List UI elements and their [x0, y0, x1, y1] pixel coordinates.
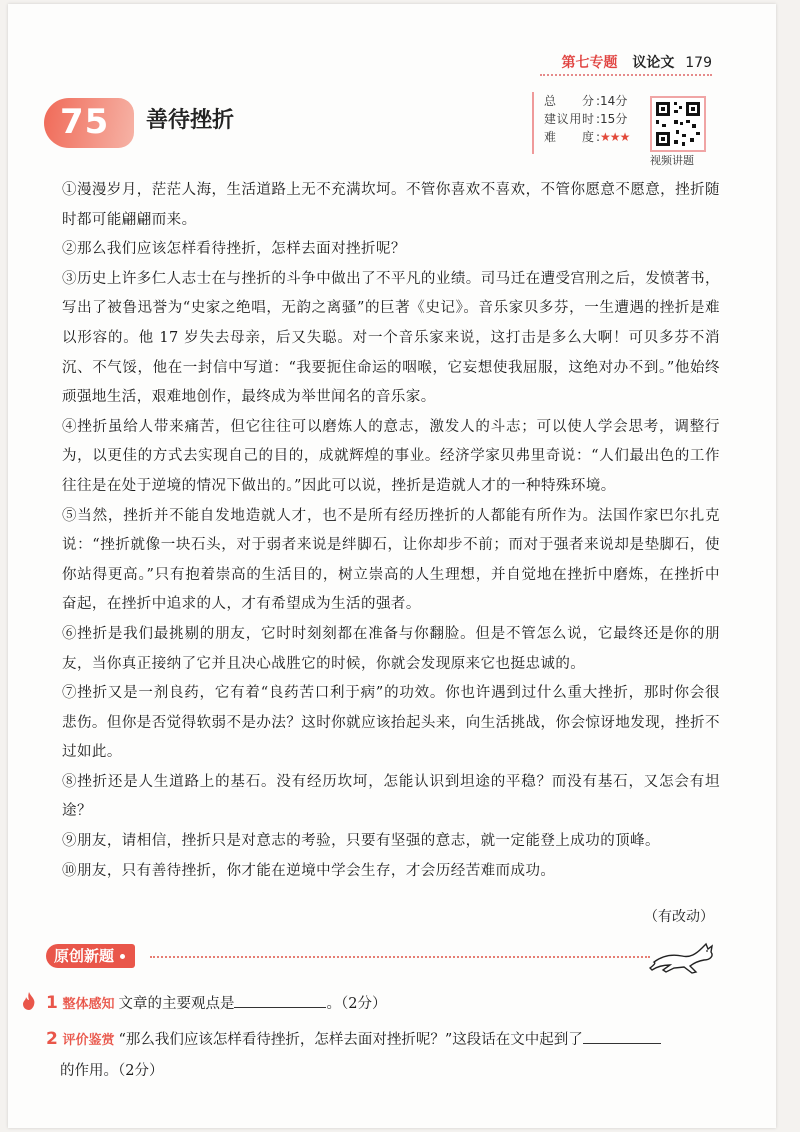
time-label: 建议用时: [544, 112, 594, 126]
paragraph-7: ⑦挫折又是一剂良药，它有着“良药苦口利于病”的功效。你也许遇到过什么重大挫折，那时你会很悲伤。但你是否觉得软弱不是办法？这时你就应该抬起头来，向生活挑战，你会惊讶地发现，挫折不过如此。: [62, 685, 720, 761]
question-2-text: “那么我们应该怎样看待挫折，怎样去面对挫折呢？”这段话在文中起到了: [118, 1032, 583, 1048]
header-divider: [540, 74, 712, 76]
paragraph-9: ⑨朋友，请相信，挫折只是对意志的考验，只要有坚强的意志，就一定能登上成功的顶峰。: [62, 833, 660, 850]
paragraph-10: ⑩朋友，只有善待挫折，你才能在逆境中学会生存，才会历经苦难而成功。: [62, 862, 556, 879]
topic-label: 第七专题: [561, 55, 618, 71]
exercise-info: [532, 92, 646, 154]
lesson-number: 75: [60, 102, 110, 142]
video-caption: 视频讲题: [650, 154, 694, 167]
difficulty-label: 难 度: [544, 130, 594, 144]
score-row: 总 分 :14分: [544, 94, 628, 108]
section-divider: [150, 956, 650, 958]
paragraph-6: ⑥挫折是我们最挑剔的朋友，它时时刻刻都在准备与你翻脸。但是不管怎么说，它最终还是你的朋友，当你真正接纳了它并且决心战胜它的时候，你就会发现原来它也挺忠诚的。: [62, 625, 720, 672]
paragraph-4: ④挫折虽给人带来痛苦，但它往往可以磨炼人的意志，激发人的斗志；可以使人学会思考，调整行为，以更佳的方式去实现自己的目的，成就辉煌的事业。经济学家贝弗里奇说：“人们最出色的工作往往是在处于逆境的情况下做出的。”因此可以说，挫折是造就人才的一种特殊环境。: [62, 418, 720, 494]
question-1: [46, 988, 386, 1020]
paragraph-8: ⑧挫折还是人生道路上的基石。没有经历坎坷，怎能认识到坦途的平稳？而没有基石，又怎会有坦途？: [62, 773, 720, 820]
question-1-text: 文章的主要观点是: [118, 996, 235, 1012]
source-note: （有改动）: [644, 909, 714, 925]
qr-code-icon[interactable]: [650, 96, 706, 152]
question-1-number: 1: [46, 993, 58, 1013]
section-header: [46, 944, 135, 968]
paragraph-1: ①漫漫岁月，茫茫人海，生活道路上无不充满坎坷。不管你喜欢不喜欢，不管你愿意不愿意，挫折随时都可能翩翩而来。: [62, 182, 720, 228]
article-body: [62, 176, 720, 886]
dot-icon: [120, 954, 125, 959]
question-1-tag: 整体感知: [62, 997, 115, 1012]
time-value: 15分: [600, 112, 628, 126]
difficulty-row: 难 度 :★★★: [544, 130, 630, 144]
genre-label: 议论文: [632, 55, 675, 71]
flame-icon: [22, 992, 36, 1010]
paragraph-3: ③历史上许多仁人志士在与挫折的斗争中做出了不平凡的业绩。司马迁在遭受宫刑之后，发愤著书，写出了被鲁迅誉为“史家之绝唱，无韵之离骚”的巨著《史记》。音乐家贝多芬，一生遭遇的挫折是难以形容的。他 17 岁失去母亲，后又失聪。对一个音乐家来说，这打击是多么大啊！可贝多芬不消沉、不气馁，他在一封信中写道：“我要扼住命运的咽喉，它妄想使我屈服，这绝对办不到。”他始终顽强地生活，艰难地创作，最终成为举世闻名的音乐家。: [62, 270, 720, 406]
question-2-tag: 评价鉴赏: [62, 1033, 115, 1048]
score-label: 总 分: [544, 94, 594, 108]
lesson-title: 善待挫折: [146, 108, 235, 133]
time-row: 建议用时 :15分: [544, 112, 628, 126]
lesson-number-badge: [44, 98, 134, 148]
question-2-suffix: 的作用。（2分）: [60, 1063, 164, 1079]
score-value: 14分: [600, 94, 628, 108]
question-2: [46, 1024, 718, 1086]
paragraph-5: ⑤当然，挫折并不能自发地造就人才，也不是所有经历挫折的人都能有所作为。法国作家巴尔扎克说：“挫折就像一块石头，对于弱者来说是绊脚石，让你却步不前；而对于强者来说却是垫脚石，使你站得更高。”只有抱着崇高的生活目的，树立崇高的人生理想，并自觉地在挫折中磨炼，在挫折中奋起，在挫折中追求的人，才有希望成为生活的强者。: [62, 507, 720, 613]
section-title: 原创新题: [54, 947, 115, 965]
answer-blank-2[interactable]: [583, 1029, 661, 1044]
answer-blank-1[interactable]: [234, 993, 326, 1008]
question-2-number: 2: [46, 1029, 58, 1049]
running-header: [562, 52, 712, 72]
question-1-suffix: 。（2分）: [326, 996, 387, 1012]
running-cat-icon: [648, 936, 720, 976]
paragraph-2: ②那么我们应该怎样看待挫折，怎样去面对挫折呢？: [62, 241, 406, 258]
page-number: 179: [685, 55, 712, 71]
difficulty-stars: ★★★: [600, 130, 630, 144]
